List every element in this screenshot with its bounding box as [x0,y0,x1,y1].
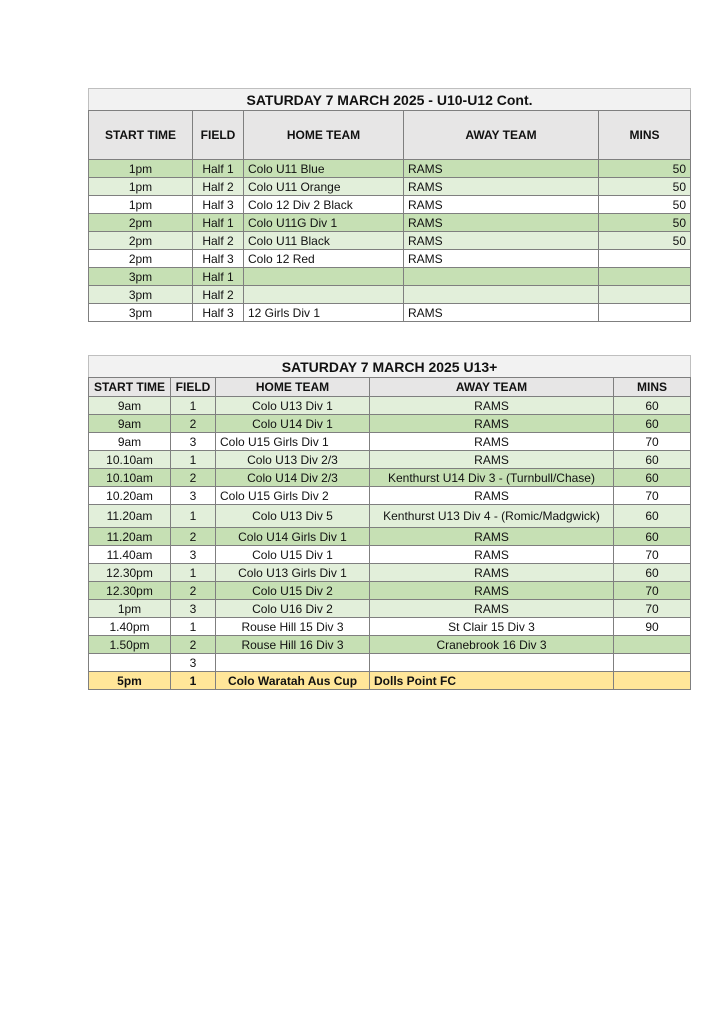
cell-home: Colo U11 Blue [244,160,404,178]
cell-away: RAMS [370,582,614,600]
cell-start: 10.10am [89,469,171,487]
header-away-team: AWAY TEAM [370,378,614,397]
cell-field: 2 [171,528,216,546]
cell-field: Half 3 [193,196,244,214]
table-row [89,178,691,196]
cell-start: 1pm [89,600,171,618]
table-body [89,397,691,690]
cell-home: Colo U11 Black [244,232,404,250]
cell-away: RAMS [404,178,599,196]
table-row [89,618,691,636]
cell-start: 2pm [89,214,193,232]
table-row [89,654,691,672]
cell-start: 11.20am [89,528,171,546]
cell-home: Colo U14 Div 2/3 [216,469,370,487]
table-row [89,528,691,546]
cell-field: Half 3 [193,304,244,322]
cell-away: RAMS [370,546,614,564]
header-field: FIELD [193,111,244,160]
cell-mins [614,636,691,654]
cell-mins [599,304,691,322]
cell-away: RAMS [370,528,614,546]
header-home-team: HOME TEAM [216,378,370,397]
cell-start: 11.40am [89,546,171,564]
cell-away: RAMS [404,160,599,178]
table-row [89,160,691,178]
header-home-team: HOME TEAM [244,111,404,160]
cell-away: RAMS [370,451,614,469]
cell-field: 1 [171,505,216,528]
cell-field: 2 [171,415,216,433]
cell-mins [599,286,691,304]
cell-home: Colo U13 Div 1 [216,397,370,415]
cell-away: RAMS [370,487,614,505]
cell-away: Dolls Point FC [370,672,614,690]
cell-home: Colo U15 Girls Div 2 [216,487,370,505]
cell-field: Half 3 [193,250,244,268]
cell-away: RAMS [404,250,599,268]
cell-field: 2 [171,636,216,654]
cell-away: Kenthurst U13 Div 4 - (Romic/Madgwick) [370,505,614,528]
cell-away [404,268,599,286]
table-row [89,286,691,304]
cell-mins [614,654,691,672]
cell-field: 1 [171,451,216,469]
cell-start: 1.40pm [89,618,171,636]
cell-home: Colo U11G Div 1 [244,214,404,232]
cell-field: 1 [171,672,216,690]
cell-mins: 60 [614,415,691,433]
cell-start: 9am [89,415,171,433]
cell-field: 3 [171,433,216,451]
table-body [89,160,691,322]
cell-away: RAMS [370,433,614,451]
cell-home: Colo Waratah Aus Cup [216,672,370,690]
cell-mins: 60 [614,564,691,582]
cell-home: 12 Girls Div 1 [244,304,404,322]
cell-start: 9am [89,433,171,451]
header-mins: MINS [614,378,691,397]
cell-mins: 70 [614,546,691,564]
cell-mins: 70 [614,487,691,505]
cell-mins [614,672,691,690]
header-away-team: AWAY TEAM [404,111,599,160]
cell-home: Colo 12 Div 2 Black [244,196,404,214]
table-row [89,564,691,582]
cell-field: 3 [171,654,216,672]
cell-field: Half 1 [193,268,244,286]
cell-mins: 60 [614,451,691,469]
table-row [89,196,691,214]
cell-start: 9am [89,397,171,415]
cell-away [370,654,614,672]
cell-home: Colo U16 Div 2 [216,600,370,618]
cell-field: Half 2 [193,232,244,250]
cell-field: 2 [171,582,216,600]
cell-home: Colo U13 Girls Div 1 [216,564,370,582]
table-row [89,451,691,469]
table-row [89,672,691,690]
cell-field: Half 1 [193,214,244,232]
cell-start: 12.30pm [89,582,171,600]
cell-home: Colo 12 Red [244,250,404,268]
cell-away: RAMS [404,232,599,250]
cell-mins: 50 [599,178,691,196]
table-row [89,268,691,286]
cell-home: Rouse Hill 15 Div 3 [216,618,370,636]
cell-mins: 70 [614,582,691,600]
cell-field: Half 1 [193,160,244,178]
cell-start: 2pm [89,232,193,250]
header-start-time: START TIME [89,111,193,160]
cell-home: Colo U15 Girls Div 1 [216,433,370,451]
cell-start: 3pm [89,268,193,286]
header-mins: MINS [599,111,691,160]
cell-home: Colo U13 Div 5 [216,505,370,528]
cell-start: 1pm [89,196,193,214]
cell-away: St Clair 15 Div 3 [370,618,614,636]
cell-away: RAMS [370,564,614,582]
cell-start: 3pm [89,304,193,322]
schedule-table-u13-plus [88,355,691,690]
cell-away: Cranebrook 16 Div 3 [370,636,614,654]
cell-mins: 50 [599,232,691,250]
table-row [89,232,691,250]
cell-field: 2 [171,469,216,487]
cell-home [244,268,404,286]
cell-home: Colo U14 Div 1 [216,415,370,433]
cell-mins [599,250,691,268]
cell-start: 10.20am [89,487,171,505]
cell-start: 11.20am [89,505,171,528]
table-row [89,397,691,415]
cell-home: Colo U14 Girls Div 1 [216,528,370,546]
cell-home [216,654,370,672]
cell-mins: 60 [614,505,691,528]
cell-away: RAMS [404,196,599,214]
cell-start: 10.10am [89,451,171,469]
cell-mins: 50 [599,160,691,178]
cell-home: Colo U15 Div 1 [216,546,370,564]
table-title: SATURDAY 7 MARCH 2025 U13+ [89,356,691,378]
cell-away: RAMS [370,415,614,433]
table-row [89,487,691,505]
cell-start: 1pm [89,160,193,178]
cell-field: 1 [171,618,216,636]
cell-field: 3 [171,487,216,505]
table-row [89,546,691,564]
cell-field: 3 [171,600,216,618]
cell-start: 1.50pm [89,636,171,654]
cell-home: Rouse Hill 16 Div 3 [216,636,370,654]
table-row [89,582,691,600]
header-start-time: START TIME [89,378,171,397]
cell-start: 3pm [89,286,193,304]
table-row [89,304,691,322]
cell-away: RAMS [370,600,614,618]
cell-field: Half 2 [193,286,244,304]
cell-start [89,654,171,672]
cell-mins: 60 [614,469,691,487]
cell-mins: 50 [599,196,691,214]
table-row [89,636,691,654]
table-row [89,214,691,232]
table-row [89,469,691,487]
cell-home [244,286,404,304]
cell-field: 3 [171,546,216,564]
cell-away: Kenthurst U14 Div 3 - (Turnbull/Chase) [370,469,614,487]
table-row [89,415,691,433]
cell-mins: 60 [614,528,691,546]
cell-home: Colo U11 Orange [244,178,404,196]
cell-away [404,286,599,304]
cell-mins: 50 [599,214,691,232]
cell-mins [599,268,691,286]
cell-home: Colo U13 Div 2/3 [216,451,370,469]
cell-field: Half 2 [193,178,244,196]
header-field: FIELD [171,378,216,397]
cell-home: Colo U15 Div 2 [216,582,370,600]
cell-away: RAMS [404,304,599,322]
cell-mins: 70 [614,433,691,451]
table-title: SATURDAY 7 MARCH 2025 - U10-U12 Cont. [89,89,691,111]
cell-away: RAMS [370,397,614,415]
cell-start: 2pm [89,250,193,268]
cell-field: 1 [171,564,216,582]
cell-mins: 70 [614,600,691,618]
table-row [89,600,691,618]
table-row [89,505,691,528]
cell-away: RAMS [404,214,599,232]
cell-mins: 60 [614,397,691,415]
schedule-table-u10-u12 [88,88,691,322]
cell-field: 1 [171,397,216,415]
table-row [89,250,691,268]
cell-start: 1pm [89,178,193,196]
cell-start: 5pm [89,672,171,690]
cell-start: 12.30pm [89,564,171,582]
cell-mins: 90 [614,618,691,636]
table-row [89,433,691,451]
